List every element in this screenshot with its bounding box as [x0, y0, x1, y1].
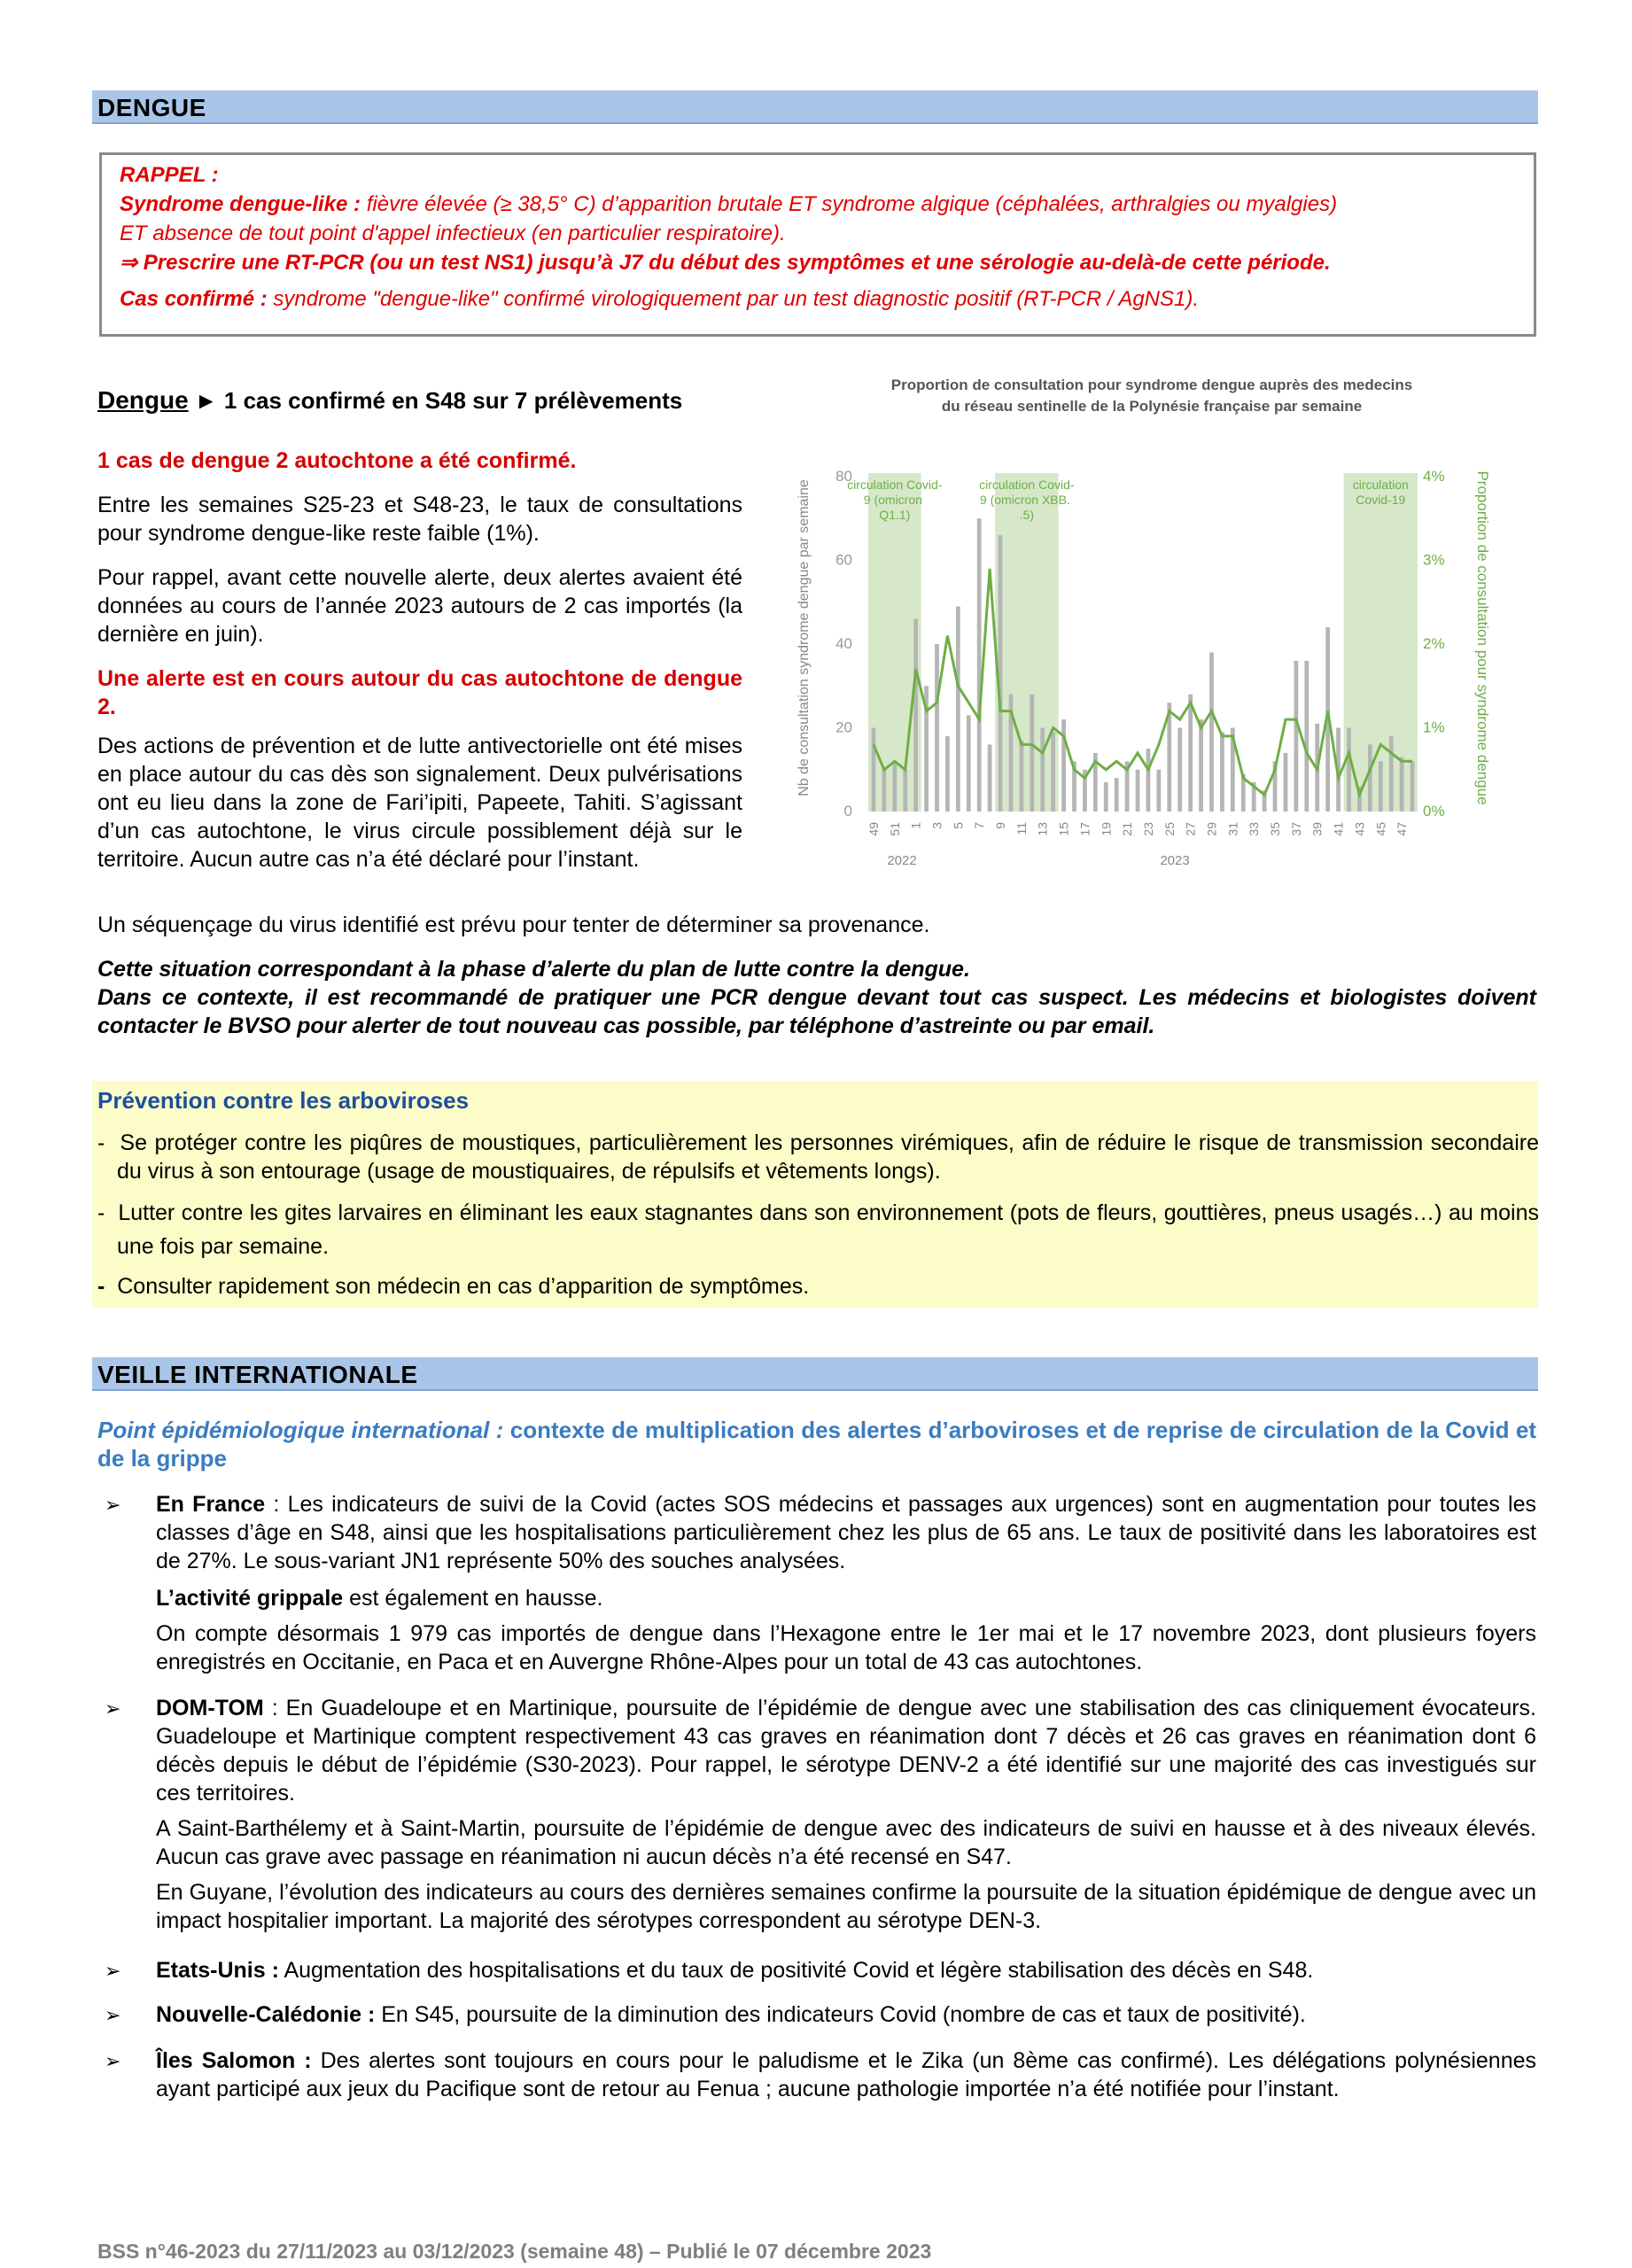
usa-label: Etats-Unis : — [156, 1958, 279, 1983]
y-tick-label: 60 — [835, 551, 852, 569]
chart-bar — [1400, 757, 1404, 812]
x-tick-label: 37 — [1288, 822, 1303, 836]
chart-bar — [1188, 695, 1193, 812]
chart-bar — [1157, 770, 1162, 812]
x-tick-label: 49 — [866, 822, 881, 836]
domtom-text: : En Guadeloupe et en Martinique, poursuite de l’épidémie de dengue avec une stabilisation des cas cliniquement évocateurs. Guadeloupe et Martinique comptent respectivement 43 cas graves en réanimation dont 7 décès et 26 cas graves en réanimation dont 6 décès depuis le début de l’épidémie (S30-2023). Pour rappel, le sérotype DENV-2 a été identifié sur une majorité des cas investigués sur ces territoires. — [156, 1696, 1536, 1806]
chart-bar — [1040, 728, 1045, 812]
chart-ylabel: Nb de consultation syndrome dengue par semaine — [797, 479, 812, 796]
page-footer: BSS n°46-2023 du 27/11/2023 au 03/12/2023 (semaine 48) – Publié le 07 décembre 2023 — [97, 2240, 932, 2263]
chart-bar — [892, 761, 897, 812]
chart-bar — [967, 715, 971, 812]
chart-bar — [1104, 782, 1108, 812]
chart-bar — [1136, 770, 1140, 812]
y2-tick-label: 4% — [1423, 468, 1445, 485]
bullet-arrow-icon: ➢ — [105, 2004, 121, 2026]
salomon-item — [156, 2047, 1536, 2103]
covid-annotation: circulation Covid-9 (omicron XBB. .5) — [979, 478, 1075, 522]
rappel-line1 — [120, 190, 1516, 219]
paragraph-previous-alerts: Pour rappel, avant cette nouvelle alerte, deux alertes avaient été données au cours de l’année 2023 autours de 2 cas importés (la dernière en juin). — [97, 565, 742, 647]
salomon-label: Îles Salomon : — [156, 2048, 312, 2073]
rappel-line4-rest: syndrome "dengue-like" confirmé virologiquement par un test diagnostic positif (RT-PCR / AgNS1). — [267, 287, 1200, 311]
x-tick-label: 29 — [1204, 822, 1219, 836]
chart-bar — [1411, 761, 1415, 812]
dengue-heading-word: Dengue — [97, 386, 189, 414]
chart-bar — [1061, 719, 1066, 812]
france-grippe-rest: est également en hausse. — [343, 1586, 603, 1611]
x-tick-label: 47 — [1395, 822, 1410, 836]
alert-in-progress: Une alerte est en cours autour du cas autochtone de dengue 2. — [97, 666, 742, 719]
x-tick-label: 27 — [1183, 822, 1198, 836]
x-tick-label: 39 — [1309, 822, 1325, 836]
y-tick-label: 20 — [835, 718, 852, 736]
usa-text: Augmentation des hospitalisations et du taux de positivité Covid et légère stabilisation des décès en S48. — [278, 1958, 1314, 1983]
x-tick-label: 21 — [1120, 822, 1135, 836]
france-text: : Les indicateurs de suivi de la Covid (actes SOS médecins et passages aux urgences) sont en augmentation pour toutes les classes d’âge en S48, ainsi que les hospitalisations particulièrement chez les plus de 65 ans. Le taux de positivité dans les laboratoires est de 27%. Le sous-variant JN1 représente 50% des souches analysées. — [156, 1492, 1537, 1573]
covid-annotation: circulation Covid-9 (omicron Q1.1) — [847, 478, 943, 522]
y2-tick-label: 3% — [1423, 551, 1445, 569]
rappel-line1-rest: fièvre élevée (≥ 38,5° C) d’apparition brutale ET syndrome algique (céphalées, arthralgies ou myalgies) — [361, 192, 1338, 216]
chart-bar — [1146, 749, 1151, 812]
chart-year-2022: 2022 — [887, 853, 917, 868]
x-tick-label: 33 — [1247, 822, 1262, 836]
rappel-box — [99, 152, 1536, 337]
chart-bar — [988, 744, 992, 812]
pcr-recommendation: Dans ce contexte, il est recommandé de pratiquer une PCR dengue devant tout cas suspect. Les médecins et biologistes doivent contacter le BVSO pour alerter de tout nouveau cas possible, par téléphone d’astreinte ou par email. — [97, 985, 1536, 1038]
x-tick-label: 15 — [1056, 822, 1071, 836]
x-tick-label: 41 — [1331, 822, 1346, 836]
rappel-title: RAPPEL : — [120, 163, 219, 187]
confirmed-case: 1 cas de dengue 2 autochtone a été confirmé. — [97, 448, 577, 473]
y2-tick-label: 1% — [1423, 718, 1445, 736]
prevention-item-3: - Consulter rapidement son médecin en cas d’apparition de symptômes. — [97, 1274, 810, 1299]
domtom-item — [156, 1694, 1536, 1807]
section-title-dengue: DENGUE — [92, 90, 1538, 124]
bullet-arrow-icon: ➢ — [105, 1494, 121, 1516]
covid-annotation: circulation Covid-19 — [1352, 478, 1409, 507]
chart-bar — [1284, 753, 1288, 812]
prevention-item-2-text: Lutter contre les gites larvaires en éliminant les eaux stagnantes dans son environnement (pots de fleurs, gouttières, pneus usagés…) au moins une fois par semaine. — [117, 1200, 1539, 1259]
veille-intro-italic: Point épidémiologique international : — [97, 1417, 504, 1443]
chart-bar — [935, 644, 939, 812]
nc-text: En S45, poursuite de la diminution des indicateurs Covid (nombre de cas et taux de positivité). — [375, 2002, 1306, 2027]
prevention-item-2: - Lutter contre les gites larvaires en éliminant les eaux stagnantes dans son environnement (pots de fleurs, gouttières, pneus usagés…) au moins une fois par semaine. — [97, 1200, 1539, 1259]
prevention-item-1-text: Se protéger contre les piqûres de moustiques, particulièrement les personnes virémiques, afin de réduire le risque de transmission secondaire du virus à son entourage (usage de moustiquaires, de répulsifs et vêtements longs). — [117, 1130, 1539, 1184]
chart-bar — [956, 606, 960, 812]
chart-bar — [1389, 736, 1394, 812]
chart-bar — [882, 770, 887, 812]
x-tick-label: 31 — [1225, 822, 1240, 836]
rappel-line4-bold: Cas confirmé : — [120, 287, 268, 311]
dengue-chart — [780, 372, 1515, 877]
veille-intro-rest: contexte de multiplication des alertes d’arboviroses et de reprise de circulation de la Covid et de la grippe — [97, 1417, 1536, 1472]
chart-bar — [1379, 761, 1383, 812]
bullet-arrow-icon: ➢ — [105, 1960, 121, 1982]
chart-bar — [1347, 728, 1351, 812]
chart-bar — [1220, 732, 1224, 812]
y2-tick-label: 0% — [1423, 803, 1445, 819]
chart-bar — [1177, 728, 1182, 812]
veille-intro — [97, 1416, 1536, 1472]
dengue-heading — [97, 386, 753, 415]
x-tick-label: 13 — [1035, 822, 1050, 836]
x-tick-label: 5 — [951, 822, 966, 829]
chart-bar — [913, 619, 918, 812]
bullet-arrow-icon: ➢ — [105, 1697, 121, 1720]
france-grippe-bold: L’activité grippale — [156, 1586, 344, 1611]
rappel-line2: ET absence de tout point d'appel infectieux (en particulier respiratoire). — [120, 221, 786, 245]
chart-bar — [1030, 695, 1034, 812]
x-tick-label: 23 — [1140, 822, 1155, 836]
chart-bar — [1368, 744, 1372, 812]
prevention-title: Prévention contre les arboviroses — [97, 1087, 470, 1114]
france-grippe — [156, 1584, 1536, 1612]
dengue-heading-rest: ► 1 cas confirmé en S48 sur 7 prélèvements — [194, 387, 683, 414]
rappel-line3: ⇒ Prescrire une RT-PCR (ou un test NS1) jusqu’à J7 du début des symptômes et une sérologie au-delà-de cette période. — [120, 251, 1331, 275]
salomon-text: Des alertes sont toujours en cours pour le paludisme et le Zika (un 8ème cas confirmé). Les délégations polynésiennes ayant participé aux jeux du Pacifique sont de retour au Fenua ; aucune pathologie importée n’a été notifiée pour l’instant. — [156, 2048, 1537, 2101]
covid-circulation-zone — [995, 473, 1059, 812]
y-tick-label: 0 — [843, 803, 852, 819]
proportion-line — [874, 569, 1412, 795]
paragraph-rate: Entre les semaines S25-23 et S48-23, le taux de consultations pour syndrome dengue-like reste faible (1%). — [97, 493, 742, 546]
x-tick-label: 45 — [1373, 822, 1388, 836]
paragraph-sequencing: Un séquençage du virus identifié est prévu pour tenter de déterminer sa provenance. — [97, 913, 930, 937]
rappel-line4 — [120, 284, 1516, 314]
prevention-item-3-text: Consulter rapidement son médecin en cas d’apparition de symptômes. — [117, 1274, 810, 1299]
usa-item — [156, 1956, 1536, 1984]
chart-bar — [1115, 778, 1119, 812]
prevention-item-1: - Se protéger contre les piqûres de moustiques, particulièrement les personnes virémiques, afin de réduire le risque de transmission secondaire du virus à son entourage (usage de moustiquaires, de répulsifs et vêtements longs). — [97, 1130, 1539, 1184]
domtom-label: DOM-TOM — [156, 1696, 264, 1720]
chart-y2label: Proportion de consultation pour syndrome dengue — [1474, 470, 1491, 805]
paragraph-actions: Des actions de prévention et de lutte antivectorielle ont été mises en place autour du cas dès son signalement. Deux pulvérisations ont eu lieu dans la zone de Fari’ipiti, Papeete, Tahiti. S’agissant d’un cas autochtone, le virus circule possiblement déjà sur le territoire. Aucun autre cas n’a été déclaré pour l’instant. — [97, 734, 742, 872]
x-tick-label: 9 — [993, 822, 1008, 829]
france-label: En France — [156, 1492, 266, 1517]
chart-bar — [1294, 661, 1299, 812]
x-tick-label: 25 — [1162, 822, 1177, 836]
x-tick-label: 1 — [908, 822, 923, 829]
chart-bar — [1020, 741, 1024, 812]
chart-bar — [1199, 719, 1203, 812]
chart-bar — [999, 535, 1003, 812]
chart-bar — [977, 518, 982, 812]
nc-item — [156, 2000, 1536, 2029]
france-item — [156, 1490, 1536, 1575]
bullet-arrow-icon: ➢ — [105, 2050, 121, 2072]
y2-tick-label: 2% — [1423, 635, 1445, 652]
y-tick-label: 80 — [835, 468, 852, 485]
chart-title-line2: du réseau sentinelle de la Polynésie française par semaine — [941, 398, 1363, 415]
chart-year-2023: 2023 — [1160, 853, 1190, 868]
x-tick-label: 35 — [1268, 822, 1283, 836]
x-tick-label: 51 — [887, 822, 902, 836]
nc-label: Nouvelle-Calédonie : — [156, 2002, 376, 2027]
x-tick-label: 17 — [1077, 822, 1092, 836]
chart-bar — [945, 736, 950, 812]
chart-bar — [872, 728, 876, 812]
chart-bar — [1304, 661, 1309, 812]
rappel-line1-bold: Syndrome dengue-like : — [120, 192, 361, 216]
chart-bar — [1051, 732, 1055, 812]
x-tick-label: 7 — [972, 822, 987, 829]
section-title-veille: VEILLE INTERNATIONALE — [92, 1357, 1538, 1391]
x-tick-label: 3 — [929, 822, 944, 829]
x-tick-label: 43 — [1352, 822, 1367, 836]
y-tick-label: 40 — [835, 635, 852, 652]
x-tick-label: 19 — [1099, 822, 1114, 836]
x-tick-label: 11 — [1014, 822, 1029, 835]
stbarth-item: A Saint-Barthélemy et à Saint-Martin, poursuite de l’épidémie de dengue avec des indicateurs de suivi en hausse et à des niveaux élevés. Aucun cas grave avec passage en réanimation ni aucun décès n’a été recensé en S47. — [156, 1816, 1536, 1869]
chart-bar — [1209, 652, 1214, 812]
alert-phase: Cette situation correspondant à la phase d’alerte du plan de lutte contre la dengue. — [97, 957, 970, 982]
france-dengue: On compte désormais 1 979 cas importés de dengue dans l’Hexagone entre le 1er mai et le 17 novembre 2023, dont plusieurs foyers enregistrés en Occitanie, en Paca et en Auvergne Rhône-Alpes pour un total de 43 cas autochtones. — [156, 1621, 1536, 1674]
chart-bar — [903, 770, 907, 812]
guyane-item: En Guyane, l’évolution des indicateurs au cours des dernières semaines confirme la poursuite de la situation épidémique de dengue avec un impact hospitalier important. La majorité des sérotypes correspondent au sérotype DEN-3. — [156, 1880, 1536, 1933]
chart-title-line1: Proportion de consultation pour syndrome dengue auprès des medecins — [890, 377, 1413, 393]
